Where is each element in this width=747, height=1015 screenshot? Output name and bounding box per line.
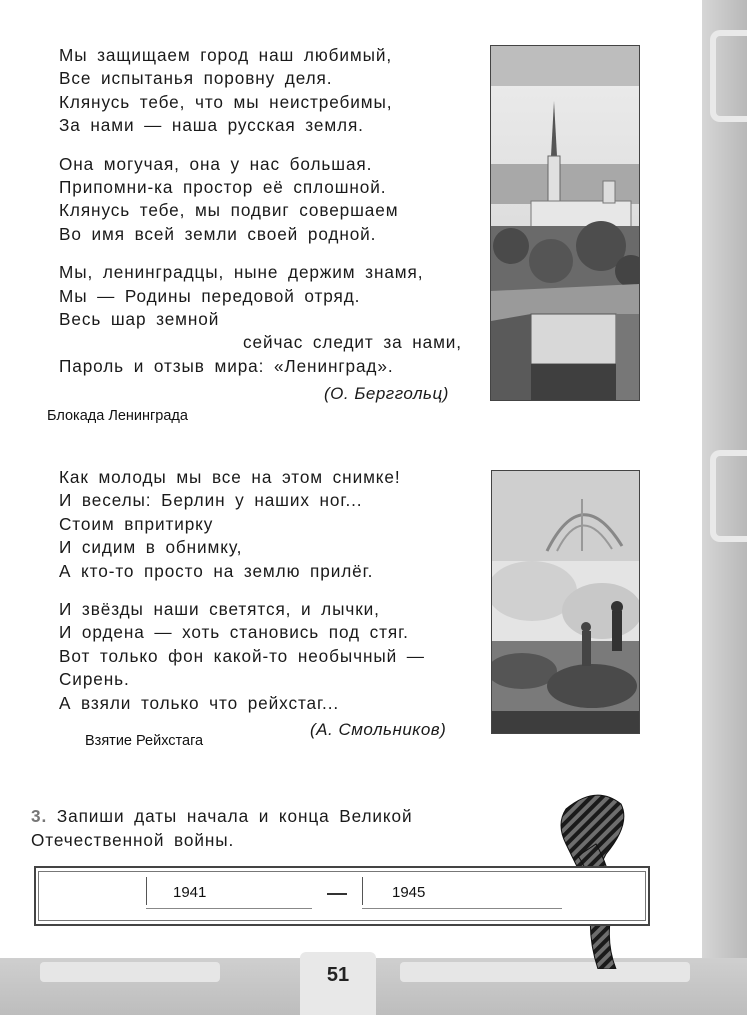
task-number: 3.	[31, 806, 48, 826]
page-number: 51	[326, 964, 350, 986]
photo-caption: Блокада Ленинграда	[47, 408, 188, 424]
page-side-strip	[702, 0, 747, 1015]
poem-line: Мы — Родины передовой отряд.	[59, 285, 361, 306]
poem-line: За нами — наша русская земля.	[59, 115, 364, 136]
poem-line: Во имя всей земли своей родной.	[59, 223, 377, 244]
poem-line: Пароль и отзыв мира: «Ленинград».	[59, 355, 394, 376]
answer-field-start-marker	[146, 877, 147, 905]
poem-line: Весь шар земной	[59, 309, 220, 330]
poem-line: Мы защищаем город наш любимый,	[59, 45, 392, 65]
poem-line: Клянусь тебе, что мы неистребимы,	[59, 91, 393, 112]
poem-author: (О. Берггольц)	[324, 384, 449, 403]
start-year-answer[interactable]: 1941	[173, 884, 207, 901]
poem-line: Клянусь тебе, мы подвиг совершаем	[59, 200, 399, 221]
poem-author: (А. Смольников)	[310, 720, 447, 739]
photo-caption: Взятие Рейхстага	[85, 733, 204, 749]
poem-line: Сирень.	[59, 669, 130, 690]
poem-line: Вот только фон какой-то необычный —	[59, 645, 425, 666]
poem-line: А кто-то просто на землю прилёг.	[59, 560, 374, 581]
answer-field-end-underline	[362, 908, 562, 909]
poem-line: И сидим в обнимку,	[59, 537, 243, 558]
answer-box	[34, 866, 650, 926]
side-decoration	[710, 30, 747, 122]
poem-line: Припомни-ка простор её сплошной.	[59, 177, 387, 198]
leningrad-photo	[490, 45, 640, 401]
poem-line: Как молоды мы все на этом снимке!	[59, 467, 401, 487]
range-dash	[327, 893, 347, 895]
task-3	[31, 804, 541, 852]
poem-line: Она могучая, она у нас большая.	[59, 153, 373, 174]
poem-line: И звёзды наши светятся, и лычки,	[59, 599, 380, 620]
poem-line: сейчас следит за нами,	[243, 332, 462, 353]
poem-line: И веселы: Берлин у наших ног...	[59, 490, 363, 511]
reichstag-photo	[491, 470, 640, 734]
poem-line: Стоим впритирку	[59, 513, 214, 534]
poem-line: Все испытанья поровну деля.	[59, 68, 333, 89]
answer-field-end-marker	[362, 877, 363, 905]
poem-leningrad	[59, 44, 462, 378]
end-year-answer[interactable]: 1945	[392, 884, 426, 901]
poem-line: И ордена — хоть становись под стяг.	[59, 622, 409, 643]
poem-line: А взяли только что рейхстаг...	[59, 692, 340, 713]
side-decoration	[710, 450, 747, 542]
poem-line: Мы, ленинградцы, ныне держим знамя,	[59, 262, 424, 283]
task-text: Запиши даты начала и конца Великой Отечественной войны.	[31, 806, 413, 850]
poem-reichstag	[59, 466, 425, 715]
answer-field-start-underline	[146, 908, 312, 909]
